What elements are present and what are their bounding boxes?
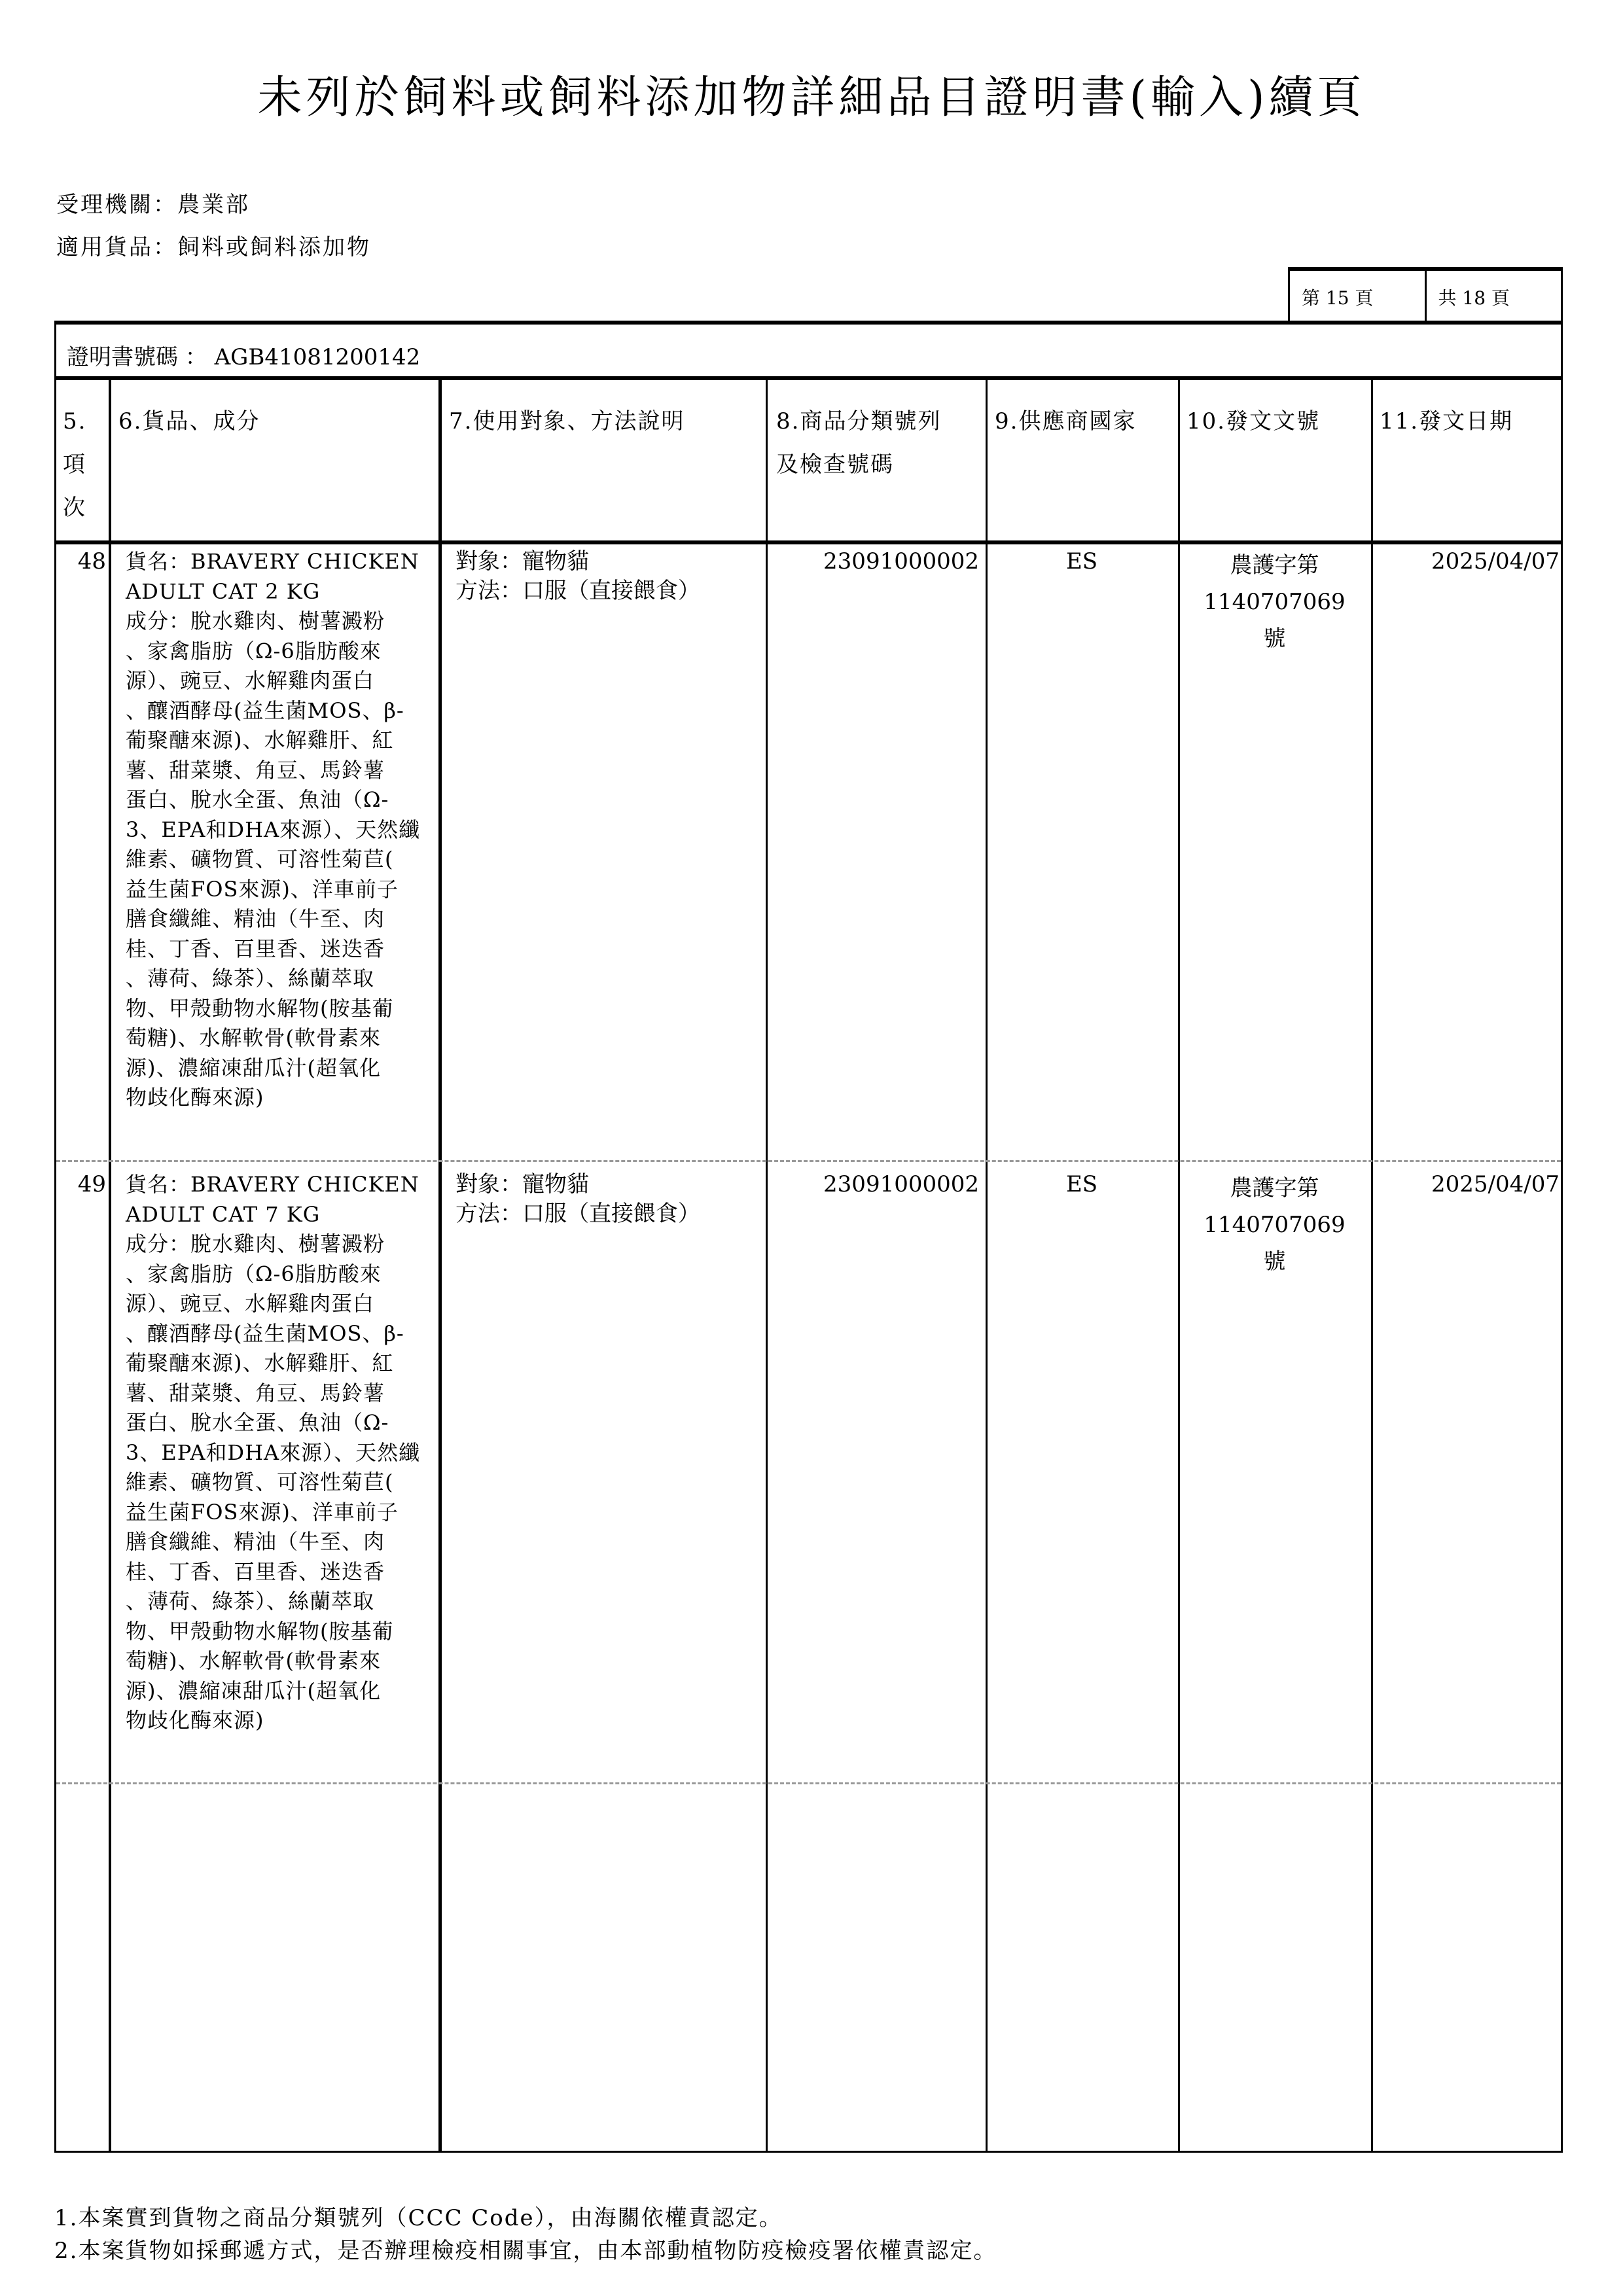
items-table [54, 321, 1563, 2153]
header-code: 8.商品分類號列 及檢查號碼 [776, 408, 942, 478]
item-no: 49 [77, 1171, 106, 1197]
page-total: 共 18 頁 [1438, 287, 1510, 309]
usage: 對象：寵物貓 方法：口服（直接餵食） [455, 548, 700, 604]
item-description: 貨名：BRAVERY CHICKEN ADULT CAT 7 KG 成分：脫水雞肉、樹薯澱粉 、家禽脂肪（Ω-6脂肪酸來 源）、豌豆、水解雞肉蛋白 、釀酒酵母(益生菌MOS、β- 葡聚醣來源)、水解雞肝、紅 薯、甜菜漿、角豆、馬鈴薯 蛋白、脫水全蛋、魚油（Ω- 3、EPA和DHA來源）、天然纖 維素、礦物質、可溶性菊苣( 益生菌FOS來源)、洋車前子 膳食纖維、精油（牛至、肉 桂、丁香、百里香、迷迭香 、薄荷、綠茶）、絲蘭萃取 物、甲殼動物水解物(胺基葡 萄糖)、水解軟骨(軟骨素來 源)、濃縮凍甜瓜汁(超氧化 物歧化酶來源) [126, 1172, 421, 1733]
supplier-country: ES [1065, 1171, 1098, 1197]
page-current: 第 15 頁 [1290, 271, 1427, 321]
applicable-goods: 適用貨品：飼料或飼料添加物 [56, 234, 371, 260]
header-doc-no: 10.發文文號 [1186, 408, 1321, 434]
header-item-no: 5. 項 次 [63, 408, 87, 521]
issue-date: 2025/04/07 [1431, 1171, 1560, 1197]
page-indicator [1288, 267, 1563, 323]
header-goods: 6.貨品、成分 [118, 408, 260, 434]
item-no: 48 [77, 548, 106, 574]
agency: 受理機關：農業部 [56, 192, 250, 218]
ccc-code: 23091000002 [823, 1171, 979, 1197]
usage: 對象：寵物貓 方法：口服（直接餵食） [455, 1171, 700, 1227]
document-number: 農護字第 1140707069 號 [1204, 1175, 1346, 1275]
issue-date: 2025/04/07 [1431, 548, 1560, 574]
header-usage: 7.使用對象、方法說明 [449, 408, 685, 434]
footnote-2: 2.本案貨物如採郵遞方式，是否辦理檢疫相關事宜，由本部動植物防疫檢疫署依權責認定。 [54, 2238, 997, 2264]
ccc-code: 23091000002 [823, 548, 979, 574]
header-date: 11.發文日期 [1380, 408, 1514, 434]
document-title: 未列於飼料或飼料添加物詳細品目證明書(輸入)續頁 [257, 72, 1366, 124]
header-country: 9.供應商國家 [995, 408, 1137, 434]
item-description: 貨名：BRAVERY CHICKEN ADULT CAT 2 KG 成分：脫水雞肉、樹薯澱粉 、家禽脂肪（Ω-6脂肪酸來 源）、豌豆、水解雞肉蛋白 、釀酒酵母(益生菌MOS、β- 葡聚醣來源)、水解雞肝、紅 薯、甜菜漿、角豆、馬鈴薯 蛋白、脫水全蛋、魚油（Ω- 3、EPA和DHA來源）、天然纖 維素、礦物質、可溶性菊苣( 益生菌FOS來源)、洋車前子 膳食纖維、精油（牛至、肉 桂、丁香、百里香、迷迭香 、薄荷、綠茶）、絲蘭萃取 物、甲殼動物水解物(胺基葡 萄糖)、水解軟骨(軟骨素來 源)、濃縮凍甜瓜汁(超氧化 物歧化酶來源) [126, 549, 421, 1110]
supplier-country: ES [1065, 548, 1098, 574]
certificate-number: 證明書號碼 ： AGB41081200142 [56, 325, 1561, 380]
footnote-1: 1.本案實到貨物之商品分類號列（CCC Code），由海關依權責認定。 [54, 2205, 783, 2231]
document-number: 農護字第 1140707069 號 [1204, 552, 1346, 652]
